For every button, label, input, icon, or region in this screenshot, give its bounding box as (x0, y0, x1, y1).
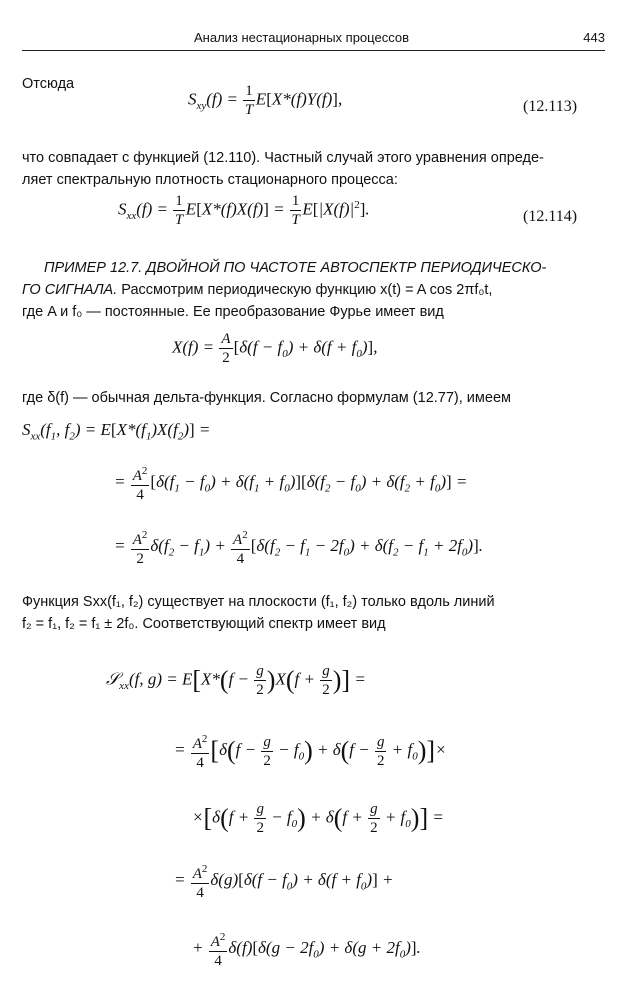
paragraph-line: ляет спектральную плотность стационарного процесса: (22, 172, 398, 188)
equation-script-s-line2: = $\frac{A^2}{4}$ [δ(f − $\frac{g}{2}$ − $f_0) + \delta(f$ − $\frac{g}{2}$ + $f_0)]\times$ (174, 730, 447, 772)
equation-number-12-113: (12.113) (523, 98, 578, 115)
equation-script-s-line3: ×[δ(f + $\frac{g}{2}$ − $f_0) + \delta(f$ + $\frac{g}{2}$ + $f_0$)] = (192, 801, 444, 836)
equation-sxx-line3: = $\frac{A^2}{2}$ $\delta(f_2 - f_1)$ + $\frac{A^2}{4}$ $[\delta(f_2 - f_1 - 2f_0) + \delta(f_2 - f_1 + 2f_0)]$. (114, 526, 483, 568)
equation-sxx-line2: = $\frac{A^2}{4}$ $[\delta(f_1 - f_0) + \delta(f_1 + f_0)][\delta(f_2 - f_0) + \delta(f_2 + f_0)]$ = (114, 462, 467, 504)
example-line (22, 280, 492, 301)
paragraph-line: где δ(f) — обычная дельта-функция. Согласно формулам (12.77), имеем (22, 390, 511, 406)
running-header (22, 28, 605, 51)
example-line: где A и f₀ — постоянные. Ее преобразование Фурье имеет вид (22, 304, 444, 320)
example-heading: ПРИМЕР 12.7. ДВОЙНОЙ ПО ЧАСТОТЕ АВТОСПЕКТР ПЕРИОДИЧЕСКО- (44, 260, 547, 276)
equation-12-113: $S_{xy}(f)$ = $\frac{1}{T}$ E[X*(f)Y(f)], (188, 83, 343, 118)
word-otsyuda: Отсюда (22, 76, 75, 92)
paragraph-line: f₂ = f₁, f₂ = f₁ ± 2f₀. Соответствующий спектр имеет вид (22, 616, 386, 632)
paragraph-line: что совпадает с функцией (12.110). Частный случай этого уравнения опреде- (22, 150, 544, 166)
example-heading-cont: ГО СИГНАЛА. (22, 282, 118, 298)
equation-fourier: X(f) = $\frac{A}{2}$ $[\delta(f - f_0) + \delta(f + f_0)]$, (172, 331, 378, 366)
example-text: Рассмотрим периодическую функцию x(t) = A cos 2πf₀t, (117, 282, 493, 298)
equation-script-s: 𝒮$_{xx}$(f, g) = E[X*(f − $\frac{g}{2}$ )X(f + $\frac{g}{2}$ )] = (106, 663, 366, 698)
header-title: Анализ нестационарных процессов (194, 30, 409, 45)
equation-number-12-114: (12.114) (523, 208, 578, 225)
equation-sxx-f1f2: $S_{xx}(f_1$, $f_2) = E[X*(f_1)X(f_2)]$ = (22, 420, 211, 443)
page-number: 443 (583, 30, 605, 45)
equation-script-s-line5: + $\frac{A^2}{4}$ $\delta(f)[\delta(g - 2f_0) + \delta(g + 2f_0)]$. (192, 928, 421, 970)
equation-12-114: $S_{xx}(f)$ = $\frac{1}{T}$ E[X*(f)X(f)] = $\frac{1}{T}$ $E[|X(f)|^2]$. (118, 193, 370, 228)
equation-script-s-line4: = $\frac{A^2}{4}$ $\delta(g)[\delta(f - f_0) + \delta(f + f_0)]$ + (174, 860, 394, 902)
paragraph-line: Функция Sxx(f₁, f₂) существует на плоскости (f₁, f₂) только вдоль линий (22, 594, 495, 610)
